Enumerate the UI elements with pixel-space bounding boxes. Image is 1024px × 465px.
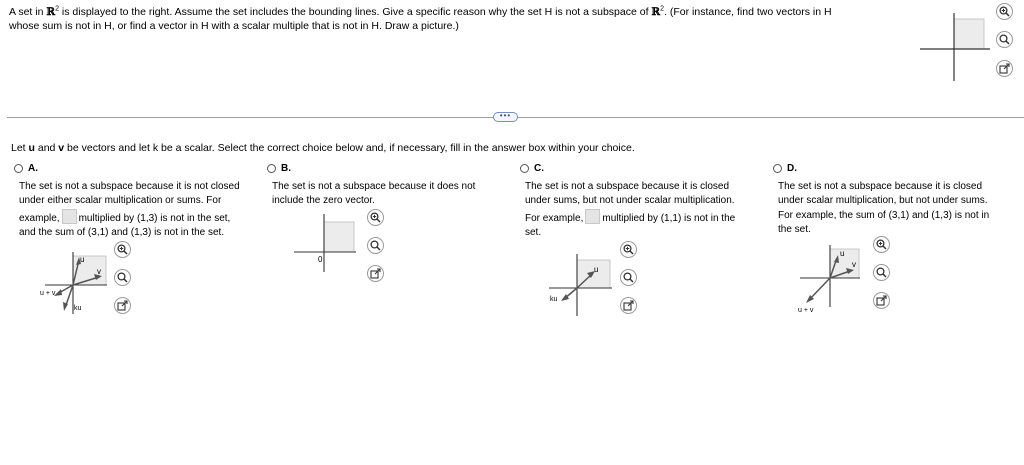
zoom-in-icon[interactable]	[367, 209, 384, 226]
label-u: u	[80, 255, 85, 264]
radio-b[interactable]	[267, 164, 276, 173]
label-u-plus-v: u + v	[40, 290, 56, 297]
zoom-out-icon[interactable]	[367, 237, 384, 254]
label-u: u	[594, 265, 599, 274]
instruction-prompt: Let u and v be vectors and let k be a scalar. Select the correct choice below and, if necessary, fill in the answer box within your choice.	[11, 142, 635, 154]
label-v: v	[852, 260, 856, 269]
popout-icon[interactable]	[620, 297, 637, 314]
label-v: v	[97, 267, 101, 276]
popout-icon[interactable]	[873, 292, 890, 309]
choice-a-answer-box[interactable]	[62, 209, 77, 224]
zoom-in-icon[interactable]	[873, 236, 890, 253]
popout-icon[interactable]	[996, 60, 1013, 77]
label-zero: 0	[318, 255, 323, 264]
radio-a[interactable]	[14, 164, 23, 173]
label-u: u	[840, 249, 845, 258]
choice-d[interactable]: D.	[773, 163, 797, 174]
more-options-button[interactable]: •••	[493, 112, 518, 122]
choice-c-answer-box[interactable]	[585, 209, 600, 224]
radio-c[interactable]	[520, 164, 529, 173]
label-u-plus-v: u + v	[798, 307, 814, 314]
label-ku: ku	[74, 305, 82, 312]
popout-icon[interactable]	[367, 265, 384, 282]
set-h-figure	[920, 13, 992, 81]
choice-d-text: The set is not a subspace because it is closed under scalar multiplication, but not under sums. For example, the sum of (3,1) and (1,3) is not in the set.	[778, 181, 990, 235]
zoom-in-icon[interactable]	[620, 241, 637, 258]
choice-b-text: The set is not a subspace because it does not include the zero vector.	[272, 181, 476, 207]
choice-b-figure	[294, 214, 359, 272]
radio-d[interactable]	[773, 164, 782, 173]
choice-c-figure	[546, 254, 616, 316]
choice-a-text: The set is not a subspace because it is not closed under either scalar multiplication or sums. For example, multiplied by (1,3) is not in the set, and the sum of (3,1) and (1,3) is not in the set.	[19, 181, 240, 238]
zoom-out-icon[interactable]	[114, 269, 131, 286]
choice-a[interactable]: A.	[14, 163, 38, 174]
zoom-in-icon[interactable]	[114, 241, 131, 258]
choice-c-text: The set is not a subspace because it is closed under sums, but not under scalar multiplication. For example, multiplied by (1,1) is not in the set.	[525, 181, 736, 238]
choice-c[interactable]: C.	[520, 163, 544, 174]
popout-icon[interactable]	[114, 297, 131, 314]
question-text: A set in ℝ$^2$ is displayed to the right. Assume the set includes the bounding lines. Give a specific reason why the set H is not a subspace of ℝ$^2$. (For instance, find two vectors in H whose sum is not in H, or find a vector in H with a scalar multiple that is not in H. Draw a picture.)	[9, 5, 832, 32]
choice-a-figure	[35, 252, 110, 314]
zoom-in-icon[interactable]	[996, 3, 1013, 20]
choice-b[interactable]: B.	[267, 163, 291, 174]
zoom-out-icon[interactable]	[620, 269, 637, 286]
zoom-out-icon[interactable]	[996, 31, 1013, 48]
choice-d-figure	[790, 245, 862, 315]
label-ku: ku	[550, 296, 558, 303]
zoom-out-icon[interactable]	[873, 264, 890, 281]
